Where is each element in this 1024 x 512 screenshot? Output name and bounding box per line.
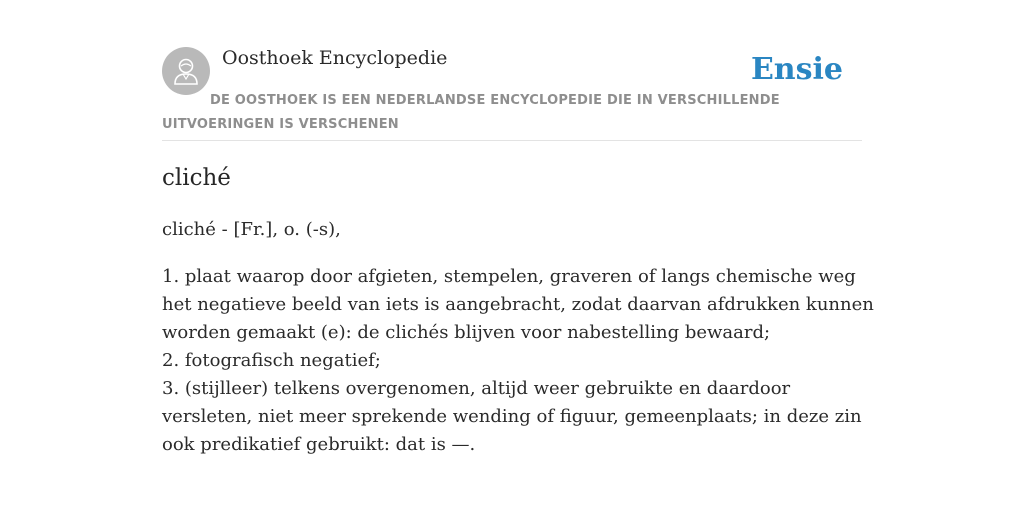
sense-item: 3. (stijlleer) telkens overgenomen, altijd weer gebruikte en daardoor versleten, niet meer sprekende wending of figuur, gemeenplaats; in deze zin ook predikatief gebruikt: dat is —. — [162, 378, 862, 455]
entry-headword: cliché — [162, 165, 231, 191]
sense-item: 1. plaat waarop door afgieten, stempelen, graveren of langs chemische weg het negatieve beeld van iets is aangebracht, zodat daarvan afdrukken kunnen worden gemaakt (e): de clichés blijven voor nabestelling bewaard; — [162, 266, 874, 343]
avatar[interactable] — [162, 47, 210, 95]
source-header — [162, 46, 862, 141]
sense-item: 2. fotografisch negatief; — [162, 350, 381, 371]
sense-list — [162, 263, 882, 459]
source-title[interactable]: Oosthoek Encyclopedie — [222, 47, 448, 69]
ensie-logo[interactable]: Ensie — [750, 52, 843, 87]
source-description: DE OOSTHOEK IS EEN NEDERLANDSE ENCYCLOPEDIE DIE IN VERSCHILLENDE UITVOERINGEN IS VERSCHENEN — [162, 93, 780, 132]
entry-body — [162, 216, 882, 459]
definition-head: cliché - [Fr.], o. (-s), — [162, 219, 341, 240]
user-icon — [172, 56, 200, 86]
